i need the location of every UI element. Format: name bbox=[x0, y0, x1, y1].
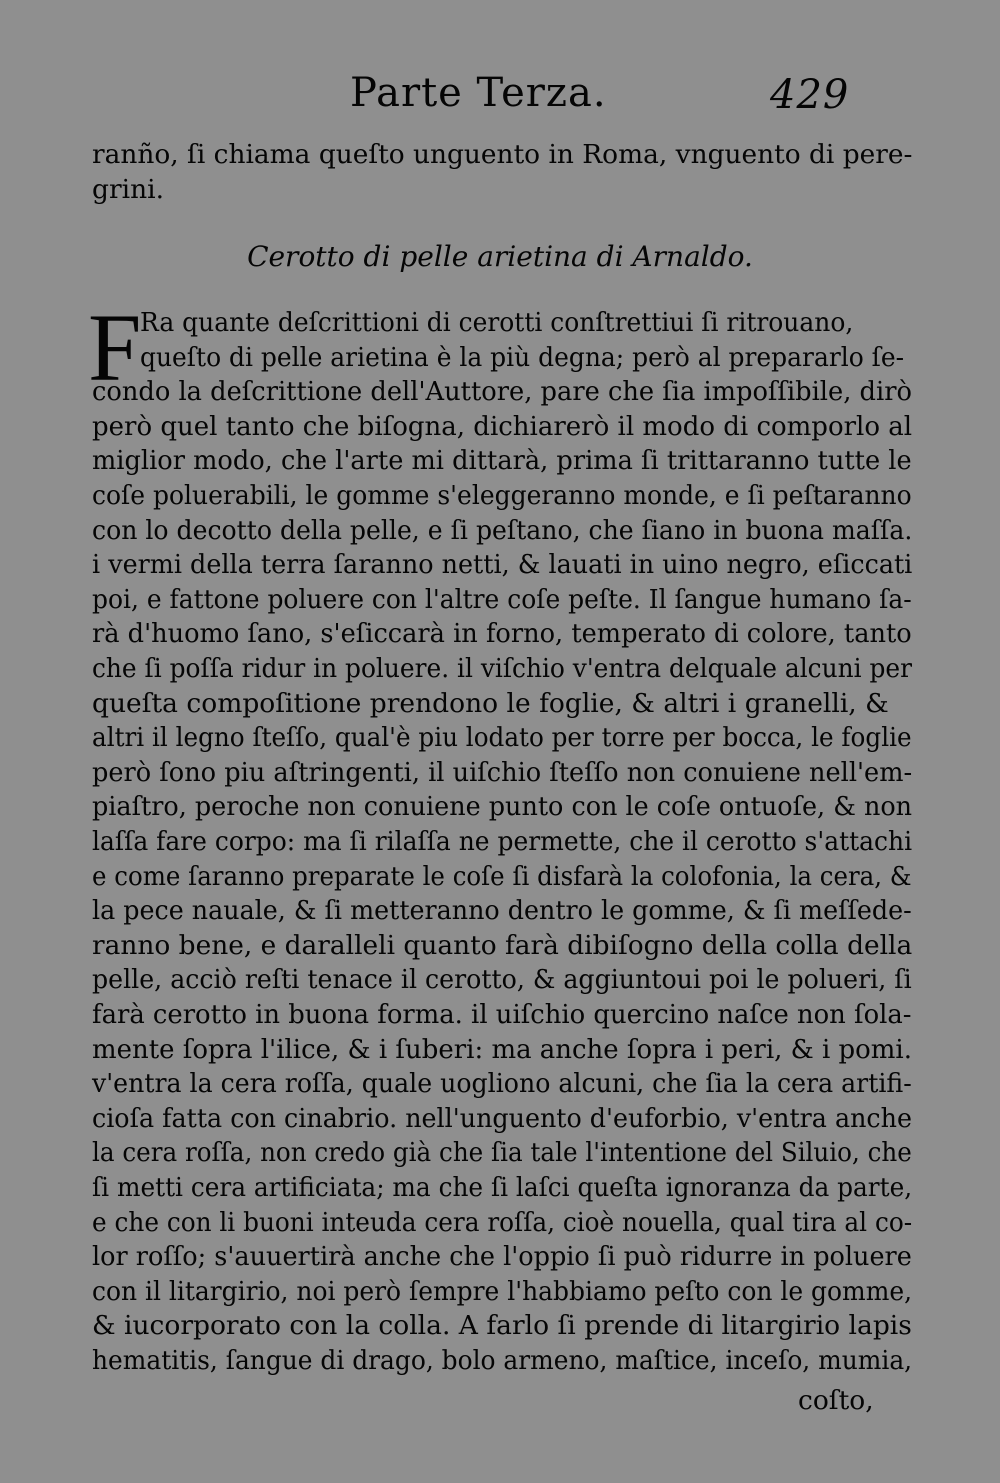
text-line: ranño, ſi chiama queſto unguento in Roma, vnguento di pere- bbox=[92, 139, 913, 170]
text-line: mente ſopra l'ilice, & i ſuberi: ma anche ſopra i peri, & i pomi. bbox=[92, 1033, 912, 1065]
text-line: la cera roſſa, non credo già che ſia tale l'intentione del Siluio, che bbox=[92, 1137, 912, 1169]
text-line: grini. bbox=[92, 174, 165, 205]
text-line: poi, e fattone poluere con l'altre coſe peſte. Il ſangue humano ſa- bbox=[92, 583, 912, 615]
text-line: piaſtro, peroche non conuiene punto con le coſe ontuoſe, & non bbox=[92, 791, 913, 823]
text-line: v'entra la cera roſſa, quale uogliono alcuni, che ſia la cera artifi- bbox=[92, 1068, 912, 1100]
text-line: queſta compoſitione prendono le foglie, & altri i granelli, & bbox=[92, 687, 889, 719]
page-header bbox=[90, 70, 910, 130]
text-line: e che con li buoni inteuda cera roſſa, cioè nouella, qual tira al co- bbox=[92, 1206, 913, 1238]
text-line: cioſa fatta con cinabrio. nell'unguento d'euforbio, v'entra anche bbox=[92, 1102, 912, 1134]
text-line: altri il legno ſteſſo, qual'è piu lodato per torre per bocca, le foglie bbox=[92, 722, 912, 754]
text-line: i vermi della terra ſaranno netti, & lauati in uino negro, eſiccati bbox=[92, 549, 913, 581]
text-line: condo la deſcrittione dell'Auttore, pare che ſia impoſſibile, dirò bbox=[92, 376, 912, 408]
text-line: con lo decotto della pelle, e ſi peſtano, che ſiano in buona maſſa. bbox=[92, 514, 913, 546]
text-line: queſto di pelle arietina è la più degna; però al prepararlo ſe- bbox=[140, 341, 905, 373]
text-line: & iucorporato con la colla. A farlo ſi prende di litargirio lapis bbox=[92, 1310, 912, 1342]
text-line: Ra quante deſcrittioni di cerotti conſtrettiui ſi ritrouano, bbox=[140, 307, 854, 338]
text-line: laſſa fare corpo: ma ſi rilaſſa ne permette, che il cerotto s'attachi bbox=[92, 826, 913, 857]
page-number: 429 bbox=[770, 72, 850, 118]
text-line: però quel tanto che biſogna, dichiarerò il modo di comporlo al bbox=[92, 410, 913, 442]
text-line: e come ſaranno preparate le coſe ſi disfarà la colofonia, la cera, & bbox=[92, 860, 912, 892]
text-line: miglior modo, che l'arte mi dittarà, prima ſi trittaranno tutte le bbox=[92, 445, 912, 477]
text-line: farà cerotto in buona forma. il uiſchio quercino naſce non ſola- bbox=[92, 999, 912, 1030]
text-line: pelle, acciò reſti tenace il cerotto, & aggiuntoui poi le polueri, ſi bbox=[92, 964, 912, 996]
text-line: con il litargirio, noi però ſempre l'habbiamo peſto con le gomme, bbox=[92, 1275, 913, 1307]
text-line: la pece nauale, & ſi metteranno dentro le gomme, & ſi meſſede- bbox=[92, 895, 912, 927]
text-line: ranno bene, e daralleli quanto farà dibiſogno della colla della bbox=[92, 929, 913, 961]
text-line: che ſi poſſa ridur in poluere. il viſchio v'entra delquale alcuni per bbox=[92, 653, 912, 684]
drop-cap: F bbox=[88, 294, 142, 401]
text-line: hematitis, ſangue di drago, bolo armeno, maſtice, inceſo, mumia, bbox=[92, 1345, 913, 1376]
text-line: coſe poluerabili, le gomme s'eleggeranno monde, e ſi peſtaranno bbox=[92, 480, 912, 511]
text-line: però ſono piu aſtringenti, il uiſchio ſteſſo non conuiene nell'em- bbox=[92, 756, 913, 788]
running-head: Parte Terza. bbox=[350, 70, 607, 116]
text-line: ſi metti cera artificiata; ma che ſi laſci queſta ignoranza da parte, bbox=[92, 1172, 913, 1203]
catchword: coſto, bbox=[798, 1385, 874, 1416]
text-line: lor roſſo; s'auuertirà anche che l'oppio ſi può ridurre in poluere bbox=[92, 1241, 912, 1273]
section-title: Cerotto di pelle arietina di Arnaldo. bbox=[247, 240, 753, 273]
text-line: rà d'huomo ſano, s'eſiccarà in forno, temperato di colore, tanto bbox=[92, 618, 912, 650]
